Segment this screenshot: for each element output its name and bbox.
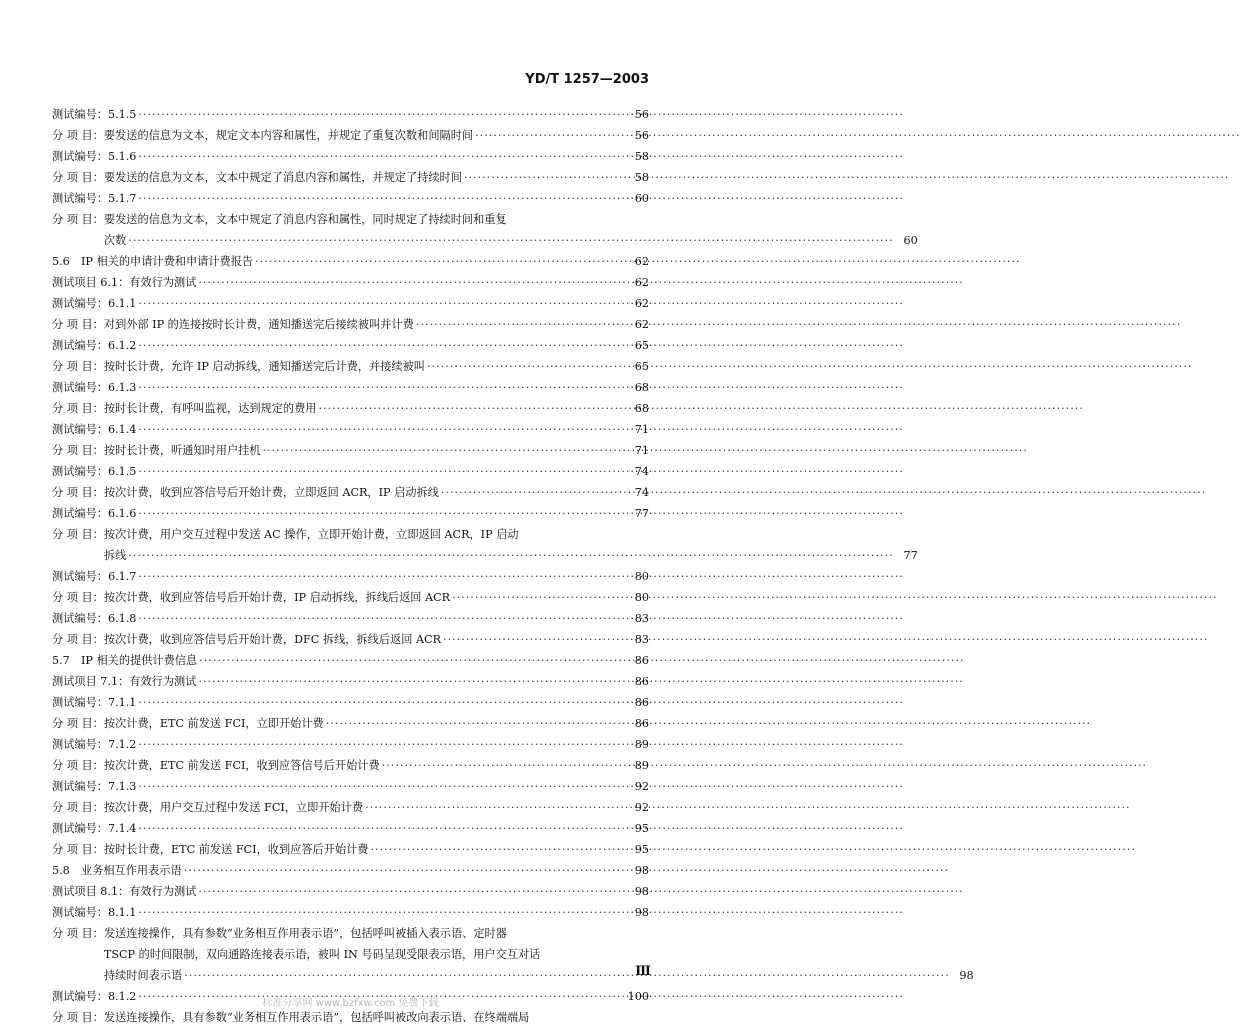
toc-entry-page: 68 bbox=[634, 381, 649, 394]
toc-entry[interactable] bbox=[52, 818, 649, 839]
toc-entry-label: 测试编号： bbox=[52, 297, 108, 310]
toc-entry-text: 发送连接操作，具有参数“业务相互作用表示语”，包括呼叫被改向表示语、在终端端局 bbox=[103, 1011, 530, 1024]
toc-entry[interactable] bbox=[52, 776, 649, 797]
toc-entry-text: 7.1.4 bbox=[107, 822, 137, 835]
toc-entry-page: 60 bbox=[903, 234, 918, 247]
toc-entry-label: 测试编号： bbox=[52, 738, 108, 751]
toc-entry-page: 74 bbox=[634, 486, 649, 499]
dot-leader bbox=[368, 839, 1137, 860]
toc-entry[interactable] bbox=[52, 104, 649, 125]
dot-leader bbox=[473, 125, 1242, 146]
toc-entry-text-continued: 次数 bbox=[103, 234, 127, 247]
dot-leader bbox=[316, 398, 1085, 419]
toc-entry-page: 89 bbox=[634, 759, 649, 772]
toc-entry[interactable] bbox=[52, 356, 649, 377]
toc-entry-text-continued: TSCP 的时间限制，双向通路连接表示语，被叫 IN 号码呈现受限表示语，用户交互对话 bbox=[103, 948, 541, 961]
toc-entry-label: 测试编号： bbox=[52, 465, 108, 478]
table-of-contents bbox=[52, 104, 974, 1028]
toc-entry-label: 测试编号： bbox=[52, 108, 108, 121]
toc-entry-text: 测试项目 8.1：有效行为测试 bbox=[52, 885, 197, 898]
toc-entry-text: 按时长计费，有呼叫监视，达到规定的费用 bbox=[103, 402, 317, 415]
toc-entry[interactable] bbox=[52, 881, 649, 902]
dot-leader bbox=[136, 104, 905, 125]
dot-leader bbox=[136, 902, 905, 923]
standard-code-header: YD/T 1257—2003 bbox=[525, 72, 649, 87]
toc-entry-text: 要发送的信息为文本，文本中规定了消息内容和属性，并规定了持续时间 bbox=[103, 171, 462, 184]
toc-entry-text: 按次计费，收到应答信号后开始计费，DFC 拆线，拆线后返回 ACR bbox=[103, 633, 442, 646]
dot-leader bbox=[136, 461, 905, 482]
toc-entry-page: 80 bbox=[634, 591, 649, 604]
toc-entry[interactable] bbox=[52, 1007, 649, 1028]
toc-entry[interactable] bbox=[52, 398, 649, 419]
toc-entry-text: 8.1.1 bbox=[107, 906, 137, 919]
toc-entry-page: 65 bbox=[634, 339, 649, 352]
toc-entry-page: 71 bbox=[634, 444, 649, 457]
dot-leader bbox=[136, 503, 905, 524]
toc-entry-label: 分 项 目： bbox=[52, 402, 104, 415]
dot-leader bbox=[136, 818, 905, 839]
toc-entry-label: 分 项 目： bbox=[52, 129, 104, 142]
toc-entry-label: 测试编号： bbox=[52, 696, 108, 709]
toc-entry-text: 6.1.8 bbox=[107, 612, 137, 625]
dot-leader bbox=[324, 713, 1093, 734]
toc-entry-label: 分 项 目： bbox=[52, 213, 104, 226]
toc-entry-text: 6.1.4 bbox=[107, 423, 137, 436]
dot-leader bbox=[136, 293, 905, 314]
toc-entry[interactable] bbox=[52, 566, 649, 587]
toc-entry-label: 测试编号： bbox=[52, 192, 108, 205]
toc-entry-text: 按次计费，ETC 前发送 FCI，收到应答信号后开始计费 bbox=[103, 759, 380, 772]
toc-entry-page: 62 bbox=[634, 276, 649, 289]
toc-entry[interactable] bbox=[52, 314, 649, 335]
toc-entry[interactable] bbox=[52, 797, 649, 818]
toc-entry[interactable] bbox=[52, 734, 649, 755]
toc-entry-page: 100 bbox=[627, 990, 649, 1003]
toc-entry-page: 86 bbox=[634, 717, 649, 730]
toc-entry[interactable] bbox=[52, 692, 649, 713]
toc-entry-label: 分 项 目： bbox=[52, 717, 104, 730]
toc-entry[interactable] bbox=[52, 587, 649, 608]
dot-leader bbox=[425, 356, 1194, 377]
toc-entry-page: 86 bbox=[634, 654, 649, 667]
toc-entry-page: 65 bbox=[634, 360, 649, 373]
dot-leader bbox=[136, 776, 905, 797]
toc-entry[interactable] bbox=[52, 482, 649, 503]
toc-entry-text: 按次计费，用户交互过程中发送 AC 操作，立即开始计费，立即返回 ACR，IP 启动 bbox=[103, 528, 519, 541]
dot-leader bbox=[136, 377, 905, 398]
dot-leader bbox=[126, 230, 895, 251]
toc-entry-label: 测试编号： bbox=[52, 822, 108, 835]
dot-leader bbox=[196, 272, 965, 293]
toc-entry-text: 按次计费，收到应答信号后开始计费，IP 启动拆线，拆线后返回 ACR bbox=[103, 591, 451, 604]
dot-leader bbox=[363, 797, 1132, 818]
toc-entry[interactable] bbox=[52, 167, 649, 188]
toc-entry[interactable] bbox=[52, 713, 649, 734]
toc-entry[interactable] bbox=[52, 188, 649, 209]
toc-entry-page: 86 bbox=[634, 696, 649, 709]
toc-entry-page: 68 bbox=[634, 402, 649, 415]
toc-entry-text: 8.1.2 bbox=[107, 990, 137, 1003]
toc-entry-text: 5.7 IP 相关的提供计费信息 bbox=[52, 654, 198, 667]
toc-entry-page: 98 bbox=[634, 906, 649, 919]
toc-entry-text: 6.1.5 bbox=[107, 465, 137, 478]
toc-entry-text: 5.8 业务相互作用表示语 bbox=[52, 864, 182, 877]
toc-entry-label: 分 项 目： bbox=[52, 486, 104, 499]
dot-leader bbox=[414, 314, 1183, 335]
toc-entry-text: 按时长计费，听通知时用户挂机 bbox=[103, 444, 261, 457]
dot-leader bbox=[439, 482, 1208, 503]
toc-entry-page: 62 bbox=[634, 255, 649, 268]
toc-entry-page: 56 bbox=[634, 129, 649, 142]
toc-entry-label: 分 项 目： bbox=[52, 318, 104, 331]
toc-entry[interactable] bbox=[52, 860, 649, 881]
toc-entry-page: 98 bbox=[634, 864, 649, 877]
toc-entry-text: 6.1.2 bbox=[107, 339, 137, 352]
toc-entry-label: 分 项 目： bbox=[52, 171, 104, 184]
toc-entry[interactable] bbox=[52, 440, 649, 461]
toc-entry-page: 60 bbox=[634, 192, 649, 205]
toc-entry-text: 要发送的信息为文本，规定文本内容和属性，并规定了重复次数和间隔时间 bbox=[103, 129, 474, 142]
dot-leader bbox=[136, 188, 905, 209]
toc-entry-text: 7.1.2 bbox=[107, 738, 137, 751]
toc-entry[interactable] bbox=[52, 629, 649, 650]
toc-entry-text: 按次计费，ETC 前发送 FCI，立即开始计费 bbox=[103, 717, 324, 730]
dot-leader bbox=[136, 692, 905, 713]
dot-leader bbox=[196, 671, 965, 692]
toc-entry-text: 5.6 IP 相关的申请计费和申请计费报告 bbox=[52, 255, 254, 268]
toc-entry-text: 6.1.6 bbox=[107, 507, 137, 520]
dot-leader bbox=[197, 650, 966, 671]
toc-entry-label: 分 项 目： bbox=[52, 843, 104, 856]
toc-entry-label: 测试编号： bbox=[52, 339, 108, 352]
toc-entry-label: 测试编号： bbox=[52, 381, 108, 394]
toc-entry-text: 7.1.1 bbox=[107, 696, 137, 709]
toc-entry[interactable] bbox=[52, 293, 649, 314]
dot-leader bbox=[136, 335, 905, 356]
dot-leader bbox=[136, 734, 905, 755]
toc-entry-text: 5.1.5 bbox=[107, 108, 137, 121]
dot-leader bbox=[136, 608, 905, 629]
toc-entry-label: 分 项 目： bbox=[52, 528, 104, 541]
toc-entry[interactable] bbox=[52, 755, 649, 776]
watermark: 标准分享网 www.bzfxw.com 免费下载 bbox=[262, 998, 439, 1009]
toc-entry-label: 分 项 目： bbox=[52, 927, 104, 940]
dot-leader bbox=[380, 755, 1149, 776]
toc-entry-page: 58 bbox=[634, 150, 649, 163]
toc-entry-label: 分 项 目： bbox=[52, 360, 104, 373]
toc-entry-text-continued: 持续时间表示语 bbox=[103, 969, 183, 982]
toc-entry-text: 6.1.3 bbox=[107, 381, 137, 394]
toc-entry-label: 测试编号： bbox=[52, 906, 108, 919]
dot-leader bbox=[450, 587, 1219, 608]
dot-leader bbox=[462, 167, 1231, 188]
toc-entry-label: 测试编号： bbox=[52, 780, 108, 793]
toc-entry-text: 要发送的信息为文本，文本中规定了消息内容和属性，同时规定了持续时间和重复 bbox=[103, 213, 507, 226]
page-number-roman: Ⅲ bbox=[635, 964, 651, 979]
toc-entry[interactable] bbox=[52, 461, 649, 482]
toc-entry[interactable] bbox=[52, 377, 649, 398]
toc-entry-label: 分 项 目： bbox=[52, 591, 104, 604]
dot-leader bbox=[182, 860, 951, 881]
toc-entry[interactable] bbox=[52, 251, 649, 272]
toc-entry[interactable] bbox=[52, 209, 918, 251]
toc-entry-page: 98 bbox=[959, 969, 974, 982]
toc-entry-text: 按次计费，用户交互过程中发送 FCI，立即开始计费 bbox=[103, 801, 364, 814]
toc-entry[interactable] bbox=[52, 650, 649, 671]
toc-entry-page: 62 bbox=[634, 297, 649, 310]
toc-entry-page: 83 bbox=[634, 633, 649, 646]
toc-entry-text: 按时长计费，允许 IP 启动拆线，通知播送完后计费，并接续被叫 bbox=[103, 360, 425, 373]
toc-entry[interactable] bbox=[52, 608, 649, 629]
toc-entry-page: 77 bbox=[634, 507, 649, 520]
toc-entry-page: 77 bbox=[903, 549, 918, 562]
toc-entry-text: 5.1.7 bbox=[107, 192, 137, 205]
toc-entry[interactable] bbox=[52, 923, 974, 986]
toc-entry-page: 92 bbox=[634, 780, 649, 793]
toc-entry-page: 71 bbox=[634, 423, 649, 436]
dot-leader bbox=[182, 965, 951, 986]
dot-leader bbox=[441, 629, 1210, 650]
toc-entry-text: 6.1.7 bbox=[107, 570, 137, 583]
dot-leader bbox=[136, 419, 905, 440]
toc-entry-text: 测试项目 7.1：有效行为测试 bbox=[52, 675, 197, 688]
toc-entry[interactable] bbox=[52, 335, 649, 356]
dot-leader bbox=[136, 146, 905, 167]
toc-entry-text: 5.1.6 bbox=[107, 150, 137, 163]
toc-entry-label: 分 项 目： bbox=[52, 1011, 104, 1024]
toc-entry-page: 58 bbox=[634, 171, 649, 184]
dot-leader bbox=[126, 545, 895, 566]
toc-entry-label: 测试编号： bbox=[52, 507, 108, 520]
toc-entry-label: 测试编号： bbox=[52, 423, 108, 436]
toc-entry-page: 62 bbox=[634, 318, 649, 331]
dot-leader bbox=[136, 566, 905, 587]
toc-entry-page: 86 bbox=[634, 675, 649, 688]
toc-entry-text: 6.1.1 bbox=[107, 297, 137, 310]
toc-entry-label: 分 项 目： bbox=[52, 759, 104, 772]
toc-entry-text: 测试项目 6.1：有效行为测试 bbox=[52, 276, 197, 289]
toc-entry-page: 95 bbox=[634, 822, 649, 835]
toc-entry-page: 98 bbox=[634, 885, 649, 898]
toc-entry[interactable] bbox=[52, 839, 649, 860]
toc-entry-page: 92 bbox=[634, 801, 649, 814]
toc-entry[interactable] bbox=[52, 671, 649, 692]
toc-entry[interactable] bbox=[52, 125, 649, 146]
toc-entry-label: 分 项 目： bbox=[52, 633, 104, 646]
toc-entry-text: 发送连接操作，具有参数“业务相互作用表示语”，包括呼叫被插入表示语、定时器 bbox=[103, 927, 507, 940]
toc-entry-label: 分 项 目： bbox=[52, 444, 104, 457]
toc-entry-text: 按时长计费，ETC 前发送 FCI，收到应答后开始计费 bbox=[103, 843, 369, 856]
toc-entry-label: 分 项 目： bbox=[52, 801, 104, 814]
toc-entry-page: 80 bbox=[634, 570, 649, 583]
toc-entry-page: 56 bbox=[634, 108, 649, 121]
toc-entry-label: 测试编号： bbox=[52, 612, 108, 625]
toc-entry-label: 测试编号： bbox=[52, 570, 108, 583]
toc-entry[interactable] bbox=[52, 524, 918, 566]
toc-entry-page: 83 bbox=[634, 612, 649, 625]
toc-entry[interactable] bbox=[52, 419, 649, 440]
toc-entry[interactable] bbox=[52, 503, 649, 524]
toc-entry[interactable] bbox=[52, 902, 649, 923]
toc-entry-text: 按次计费，收到应答信号后开始计费，立即返回 ACR，IP 启动拆线 bbox=[103, 486, 439, 499]
toc-entry-text: 7.1.3 bbox=[107, 780, 137, 793]
toc-entry[interactable] bbox=[52, 146, 649, 167]
toc-entry-page: 95 bbox=[634, 843, 649, 856]
dot-leader bbox=[196, 881, 965, 902]
toc-entry-page: 89 bbox=[634, 738, 649, 751]
toc-entry-page: 74 bbox=[634, 465, 649, 478]
toc-entry[interactable] bbox=[52, 272, 649, 293]
toc-entry-text: 对到外部 IP 的连接按时长计费，通知播送完后接续被叫并计费 bbox=[103, 318, 414, 331]
toc-entry-label: 测试编号： bbox=[52, 150, 108, 163]
toc-entry-label: 测试编号： bbox=[52, 990, 108, 1003]
toc-entry-text-continued: 拆线 bbox=[103, 549, 127, 562]
